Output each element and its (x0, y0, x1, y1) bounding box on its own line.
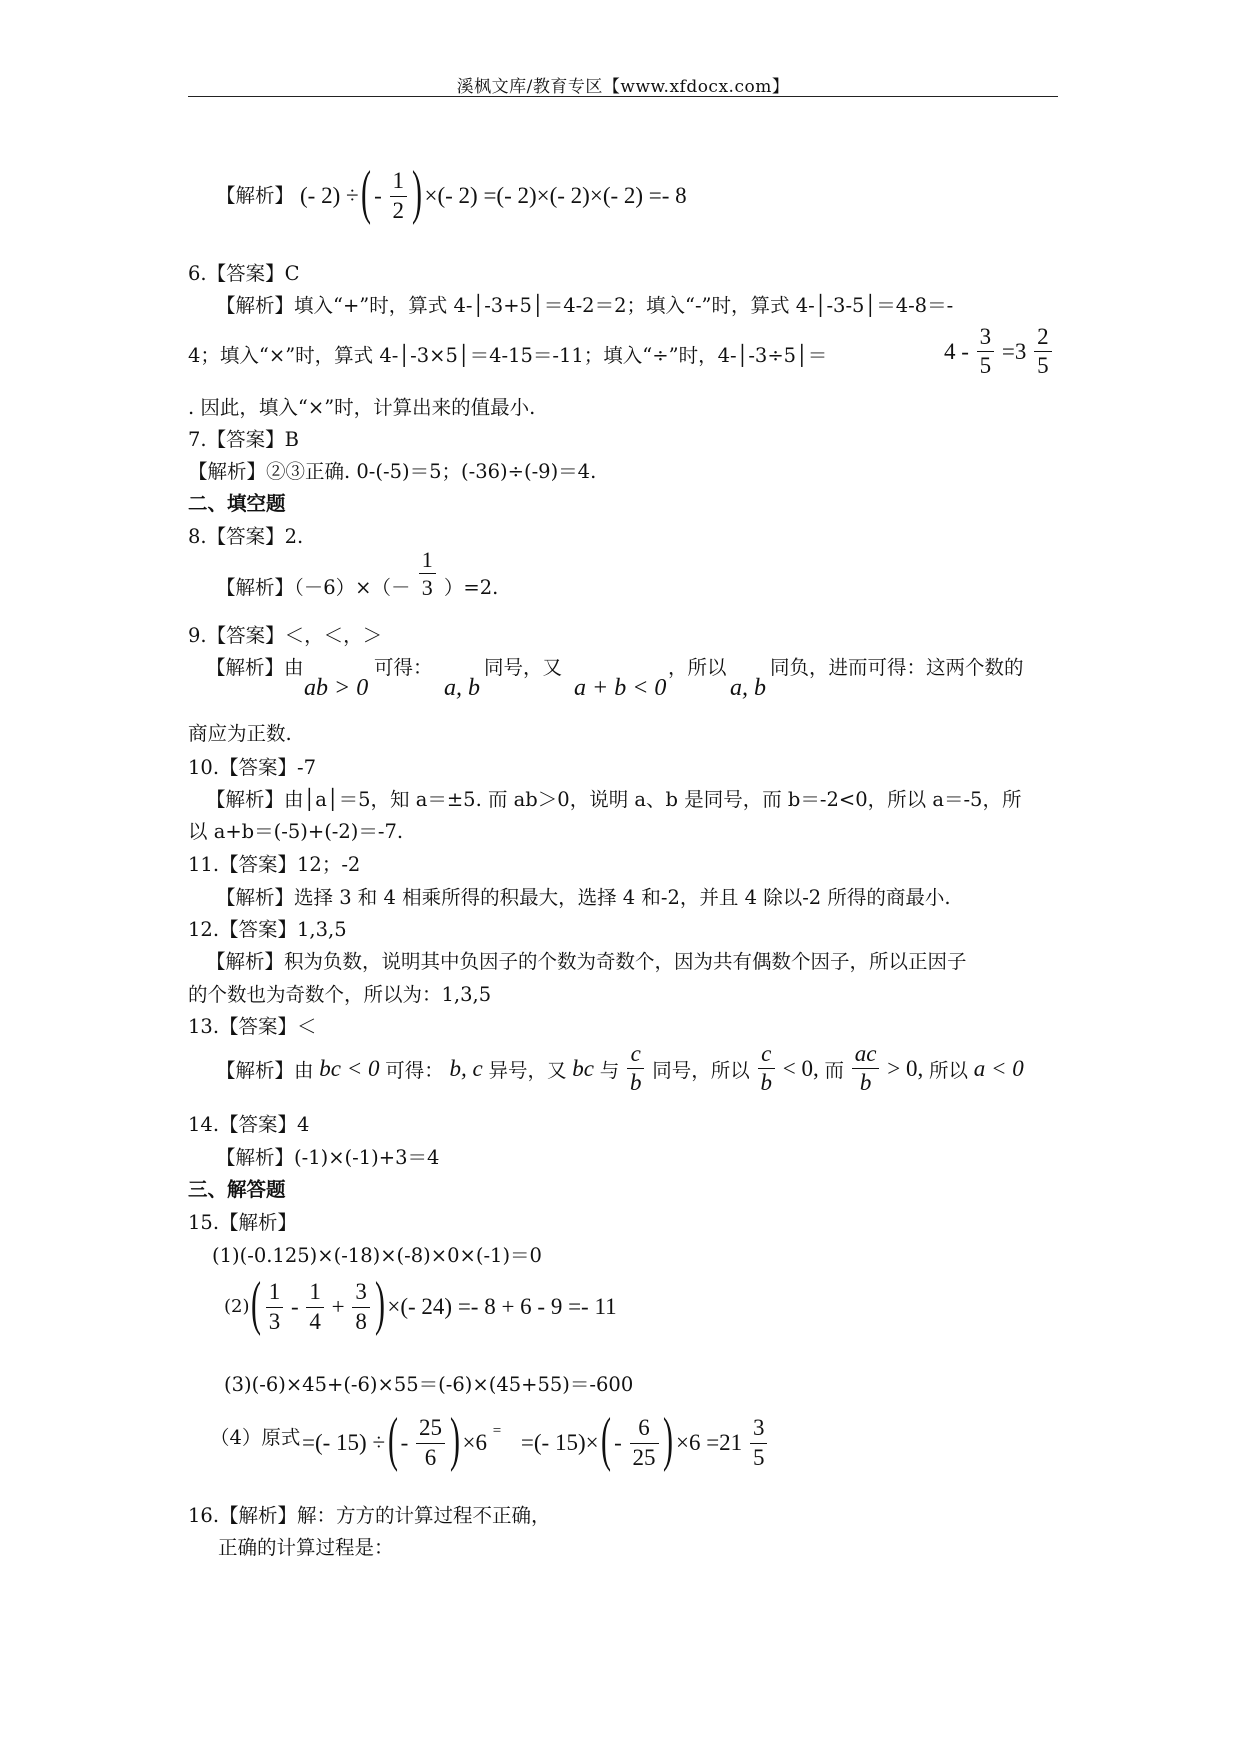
q9-math-a-b: a, b (444, 675, 480, 701)
q9-analysis-t3: 同号，又 (484, 656, 563, 679)
q13-text-5: 同号，所以 (652, 1058, 750, 1082)
q13-math-bc: bc (572, 1055, 594, 1081)
fraction-denominator: 8 (355, 1308, 367, 1334)
q13-text-1: 【解析】由 (216, 1058, 314, 1082)
q5-formula-neg: - (374, 183, 382, 208)
q15-part-4-a: =(- 15) ÷ (302, 1430, 386, 1455)
q13-analysis (216, 1042, 1024, 1095)
right-paren: ) (411, 159, 422, 225)
q10-answer: 10.【答案】-7 (188, 756, 317, 779)
q5-formula-part-a: (- 2) ÷ (300, 183, 359, 208)
q9-analysis-t4: ，所以 (668, 656, 727, 679)
fraction (630, 1416, 659, 1469)
q13-fraction-c-b-2 (758, 1042, 776, 1095)
q14-answer: 14.【答案】4 (188, 1113, 310, 1136)
q9-analysis-t2: 可得： (374, 656, 433, 679)
q12-analysis-line2: 的个数也为奇数个，所以为：1,3,5 (188, 983, 492, 1006)
right-paren: ) (663, 1406, 674, 1472)
section-solve-heading: 三、解答题 (188, 1178, 286, 1201)
q7-analysis: 【解析】②③正确. 0-(-5)＝5；(-36)÷(-9)＝4. (188, 460, 597, 483)
q5-formula (300, 159, 687, 226)
q15-part-2-formula (250, 1270, 617, 1337)
q11-answer: 11.【答案】12；-2 (188, 853, 361, 876)
q10-analysis-line1: 【解析】由│a│＝5，知 a＝±5. 而 ab＞0，说明 a、b 是同号，而 b＝-2<0，所以 a＝-5，所 (206, 788, 1022, 811)
q13-math-b-c: b, c (449, 1055, 483, 1081)
fraction-denominator: 4 (309, 1308, 321, 1334)
q14-analysis: 【解析】(-1)×(-1)+3＝4 (216, 1146, 440, 1169)
fraction-denominator: 5 (979, 353, 992, 379)
fraction-numerator: 2 (1034, 325, 1052, 352)
q13-math-a-lt-0: a < 0 (973, 1055, 1024, 1081)
q5-analysis-label: 【解析】 (216, 184, 295, 207)
q13-text-6: 而 (824, 1058, 844, 1082)
minus-sign: - (614, 1430, 622, 1455)
q6-fraction-2 (1034, 325, 1052, 378)
fraction-denominator: b (760, 1070, 772, 1096)
q15-part-4-c: =(- 15)× (520, 1430, 599, 1455)
q9-math-a-plus-b-lt-0: a + b < 0 (574, 675, 667, 701)
q8-analysis (216, 547, 499, 611)
q9-analysis-line2: 商应为正数. (188, 722, 292, 745)
q16-line-2: 正确的计算过程是： (218, 1536, 394, 1559)
q15-part-4-formula (302, 1406, 769, 1473)
section-fill-blank-heading: 二、填空题 (188, 492, 286, 515)
fraction-denominator: 5 (1037, 353, 1049, 379)
fraction-denominator: 3 (268, 1308, 281, 1334)
q6-formula-part-b: =3 (1001, 338, 1027, 364)
fraction-denominator: 25 (632, 1444, 656, 1470)
q6-analysis-line1: 【解析】填入“+”时，算式 4-│-3+5│＝4-2＝2；填入“-”时，算式 4-│-3-5│＝4-8＝- (216, 294, 954, 317)
q13-fraction-c-b (627, 1042, 645, 1095)
q15-part-2-label: (2) (224, 1296, 250, 1317)
fraction-numerator: c (758, 1042, 776, 1069)
fraction-numerator: 6 (630, 1416, 659, 1443)
q15-part-4-b: ×6 (462, 1430, 487, 1455)
left-paren: ( (250, 1270, 261, 1336)
q6-formula (944, 325, 1054, 378)
q8-analysis-label: 【解析】（－6）×（－ (216, 575, 411, 599)
minus-sign: - (400, 1430, 409, 1455)
q15-part-1: (1)(-0.125)×(-18)×(-8)×0×(-1)＝0 (212, 1244, 542, 1267)
page-header: 溪枫文库/教育专区【www.xfdocx.com】 (456, 77, 790, 97)
q5-formula-part-b: ×(- 2) =(- 2)×(- 2)×(- 2) =- 8 (424, 183, 687, 208)
q8-analysis-tail: ）=2. (443, 575, 499, 599)
q15-part-4-label: （4）原式 (210, 1426, 301, 1449)
minus-sign: - (290, 1294, 299, 1319)
fraction (266, 1280, 284, 1333)
fraction-numerator: 25 (416, 1416, 445, 1443)
fraction-denominator: 3 (421, 575, 433, 601)
q16-line-1: 16.【解析】解：方方的计算过程不正确， (188, 1504, 551, 1527)
right-paren: ) (449, 1406, 460, 1472)
q6-formula-part-a: 4 - (944, 338, 969, 364)
q11-analysis: 【解析】选择 3 和 4 相乘所得的积最大，选择 4 和-2，并且 4 除以-2 所得的商最小. (216, 886, 951, 909)
q6-fraction-1 (977, 325, 995, 378)
left-paren: ( (387, 1406, 398, 1472)
q5-fraction (390, 169, 408, 222)
fraction (352, 1280, 370, 1333)
right-paren: ) (374, 1270, 385, 1336)
fraction (416, 1416, 445, 1469)
header-divider (188, 96, 1058, 97)
fraction-numerator: c (627, 1042, 645, 1069)
fraction-denominator: 2 (392, 197, 405, 223)
fraction-numerator: ac (852, 1042, 880, 1069)
q15-label: 15.【解析】 (188, 1211, 298, 1234)
fraction (306, 1280, 324, 1333)
q8-fraction (419, 548, 436, 599)
q13-text-3: 异号，又 (488, 1058, 567, 1082)
fraction-denominator: b (629, 1070, 642, 1096)
q15-part-2-tail: ×(- 24) =- 8 + 6 - 9 =- 11 (387, 1294, 617, 1319)
fraction (750, 1416, 768, 1469)
q13-text-2: 可得： (385, 1058, 444, 1082)
q10-analysis-line2: 以 a+b＝(-5)+(-2)＝-7. (188, 820, 404, 843)
q6-analysis-line2: 4；填入“×”时，算式 4-│-3×5│＝4-15＝-11；填入“÷”时，4-│-3÷5│＝ (188, 344, 828, 367)
plus-sign: + (331, 1294, 345, 1319)
fraction-numerator: 1 (390, 169, 408, 196)
q15-part-4-d: ×6 =21 (675, 1430, 743, 1455)
left-paren: ( (361, 159, 372, 225)
q7-answer: 7.【答案】B (188, 428, 299, 451)
q13-text-4: 与 (599, 1058, 620, 1082)
q9-math-a-b-2: a, b (730, 675, 766, 701)
fraction-numerator: 1 (266, 1280, 284, 1307)
q9-analysis-t1: 【解析】由 (206, 656, 304, 679)
fraction-numerator: 1 (419, 548, 436, 574)
fraction-numerator: 3 (352, 1280, 370, 1307)
left-paren: ( (601, 1406, 612, 1472)
q12-analysis-line1: 【解析】积为负数，说明其中负因子的个数为奇数个，因为共有偶数个因子，所以正因子 (206, 950, 967, 973)
fraction-denominator: 5 (752, 1444, 765, 1470)
q13-math-bc-lt-0: bc < 0 (319, 1055, 380, 1081)
fraction-denominator: b (859, 1070, 872, 1096)
fraction-numerator: 3 (977, 325, 995, 352)
q9-answer: 9.【答案】＜，＜，＞ (188, 624, 383, 647)
q12-answer: 12.【答案】1,3,5 (188, 918, 347, 941)
q13-fraction-ac-b (852, 1042, 880, 1095)
fraction-numerator: 3 (750, 1416, 768, 1443)
q13-text-7: 所以 (928, 1058, 968, 1082)
q6-analysis-line3: . 因此，填入“×”时，计算出来的值最小. (188, 396, 536, 419)
q15-part-3: (3)(-6)×45+(-6)×55＝(-6)×(45+55)＝-600 (224, 1373, 634, 1396)
q13-answer: 13.【答案】＜ (188, 1015, 317, 1038)
q6-answer: 6.【答案】C (188, 262, 300, 285)
q15-part-4-eq: = (492, 1422, 502, 1439)
fraction-numerator: 1 (306, 1280, 324, 1307)
q13-math-gt-0: > 0, (887, 1055, 924, 1081)
fraction-denominator: 6 (424, 1444, 437, 1470)
q13-math-lt-0: < 0, (782, 1055, 819, 1081)
q9-math-ab-gt-0: ab > 0 (304, 675, 369, 701)
q9-analysis-t5: 同负，进而可得：这两个数的 (770, 656, 1024, 679)
q8-answer: 8.【答案】2. (188, 525, 304, 548)
